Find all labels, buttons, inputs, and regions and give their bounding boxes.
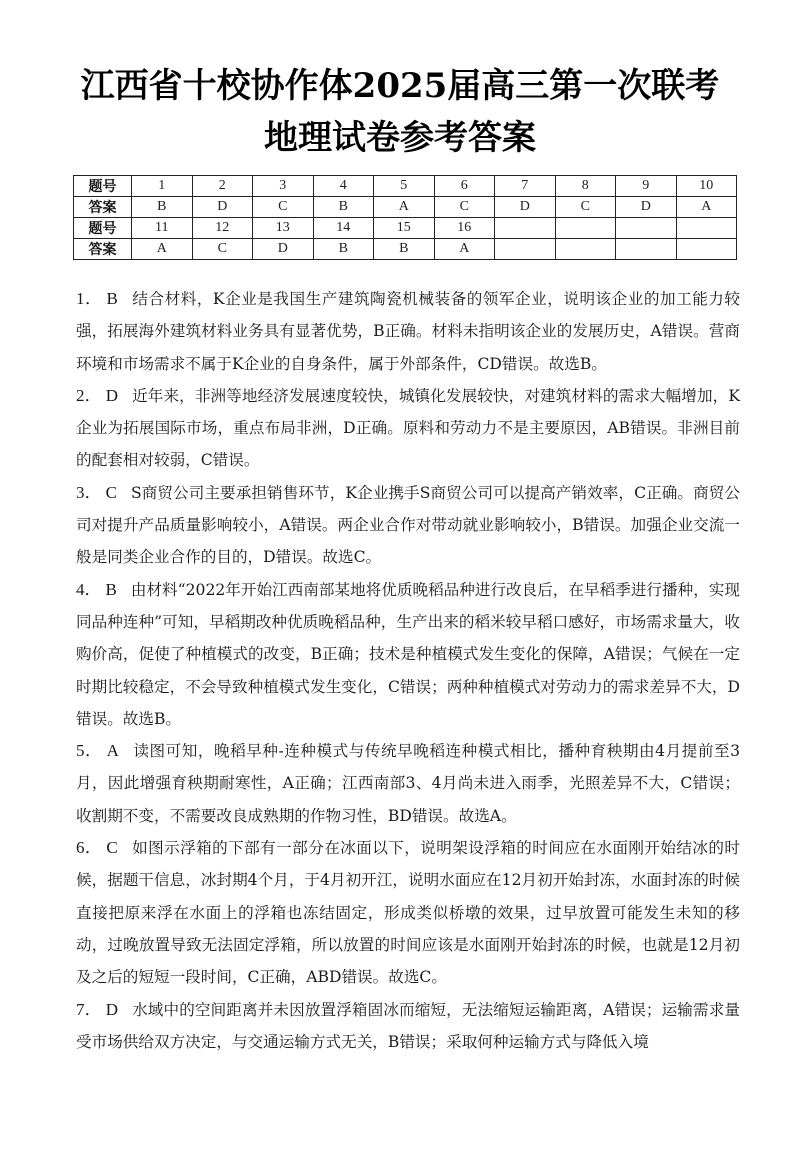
answer-cell: C	[434, 197, 495, 218]
question-number-cell: 2	[192, 176, 253, 197]
explanation-number: 3．	[76, 482, 102, 502]
table-row-answers-2	[74, 239, 737, 260]
explanation-answer: A	[106, 741, 119, 761]
explanation-answer: C	[105, 482, 117, 502]
answer-cell: A	[374, 197, 435, 218]
table-row-answers-1	[74, 197, 737, 218]
row-label-answer: 答案	[74, 239, 132, 260]
explanation-number: 7．	[76, 999, 102, 1019]
explanation-text: 近年来，非洲等地经济发展速度较快，城镇化发展较快，对建筑材料的需求大幅增加，K企业为拓展国际市场，重点布局非洲，D正确。原料和劳动力不是主要原因，AB错误。非洲目前的配套相对较弱，C错误。	[76, 386, 741, 470]
explanation-number: 5．	[76, 741, 103, 761]
empty-cell	[555, 239, 616, 260]
answer-cell: A	[434, 239, 495, 260]
question-number-cell: 14	[313, 218, 374, 239]
explanation-text: 水域中的空间距离并未因放置浮箱固冰而缩短，无法缩短运输距离，A错误；运输需求量受市场供给双方决定，与交通运输方式无关，B错误；采取何种运输方式与降低入境	[76, 1000, 741, 1051]
empty-cell	[495, 239, 556, 260]
empty-cell	[676, 239, 737, 260]
explanation-item	[76, 994, 740, 1059]
question-number-cell: 11	[132, 218, 193, 239]
empty-cell	[676, 218, 737, 239]
row-label-question: 题号	[74, 176, 132, 197]
question-number-cell: 13	[253, 218, 314, 239]
question-number-cell: 12	[192, 218, 253, 239]
answer-cell: D	[616, 197, 677, 218]
row-label-question: 题号	[74, 218, 132, 239]
explanation-answer: D	[105, 999, 118, 1019]
question-number-cell: 16	[434, 218, 495, 239]
answer-cell: D	[495, 197, 556, 218]
answer-cell: C	[192, 239, 253, 260]
explanation-number: 4．	[76, 579, 102, 599]
question-number-cell: 1	[132, 176, 193, 197]
question-number-cell: 5	[374, 176, 435, 197]
explanation-text: 由材料“2022年开始江西南部某地将优质晚稻品种进行改良后，在早稻季进行播种，实现同品种连种”可知，早稻期改种优质晚稻品种，生产出来的稻米较早稻口感好，市场需求量大，收购价高，促使了种植模式的改变，B正确；技术是种植模式发生变化的保障，A错误；气候在一定时期比较稳定，不会导致种植模式发生变化，C错误；两种种植模式对劳动力的需求差异不大，D错误。故选B。	[76, 580, 740, 728]
empty-cell	[616, 218, 677, 239]
document-subtitle: 地理试卷参考答案	[264, 118, 536, 158]
answer-cell: C	[555, 197, 616, 218]
answer-cell: D	[253, 239, 314, 260]
explanation-answer: B	[105, 579, 117, 599]
explanation-answer: C	[106, 838, 118, 858]
question-number-cell: 7	[495, 176, 556, 197]
question-number-cell: 6	[434, 176, 495, 197]
explanation-item	[76, 477, 740, 574]
answer-cell: B	[132, 197, 193, 218]
explanation-text: 如图示浮箱的下部有一部分在冰面以下，说明架设浮箱的时间应在水面刚开始结冰的时候，据题干信息，冰封期4个月，于4月初开江，说明水面应在12月初开始封冻，水面封冻的时候直接把原来浮在水面上的浮箱也冻结固定，形成类似桥墩的效果，过早放置可能发生未知的移动，过晚放置导致无法固定浮箱，所以放置的时间应该是水面刚开始封冻的时候，也就是12月初及之后的短短一段时间，C正确，ABD错误。故选C。	[76, 839, 740, 987]
explanation-item	[76, 380, 740, 477]
answer-cell: A	[676, 197, 737, 218]
explanation-text: S商贸公司主要承担销售环节，K企业携手S商贸公司可以提高产销效率，C正确。商贸公司对提升产品质量影响较小，A错误。两企业合作对带动就业影响较小，B错误。加强企业交流一般是同类企业合作的目的，D错误。故选C。	[76, 483, 740, 567]
answer-cell: B	[313, 239, 374, 260]
answer-cell: C	[253, 197, 314, 218]
explanation-item	[76, 574, 740, 735]
explanation-number: 2．	[76, 385, 102, 405]
empty-cell	[616, 239, 677, 260]
empty-cell	[495, 218, 556, 239]
explanation-text: 结合材料，K企业是我国生产建筑陶瓷机械装备的领军企业，说明该企业的加工能力较强，拓展海外建筑材料业务具有显著优势，B正确。材料未指明该企业的发展历史，A错误。营商环境和市场需求不属于K企业的自身条件，属于外部条件，CD错误。故选B。	[76, 290, 740, 373]
document-title: 江西省十校协作体2025届高三第一次联考	[80, 66, 720, 106]
explanation-number: 6．	[76, 838, 103, 858]
answer-cell: A	[132, 239, 193, 260]
explanation-number: 1．	[76, 289, 103, 308]
explanations-section	[76, 283, 740, 1058]
answer-cell: D	[192, 197, 253, 218]
question-number-cell: 8	[555, 176, 616, 197]
question-number-cell: 9	[616, 176, 677, 197]
answer-cell: B	[313, 197, 374, 218]
explanation-answer: B	[106, 289, 118, 308]
explanation-answer: D	[105, 385, 118, 405]
table-row-questions-1	[74, 176, 737, 197]
explanation-item	[76, 832, 740, 993]
explanation-item	[76, 735, 740, 832]
question-number-cell: 4	[313, 176, 374, 197]
empty-cell	[555, 218, 616, 239]
answer-cell: B	[374, 239, 435, 260]
explanation-item	[76, 283, 740, 380]
explanation-text: 读图可知，晚稻早种-连种模式与传统早晚稻连种模式相比，播种育秧期由4月提前至3月，因此增强育秧期耐寒性，A正确；江西南部3、4月尚未进入雨季，光照差异不大，C错误；收割期不变，不需要改良成熟期的作物习性，BD错误。故选A。	[76, 742, 740, 825]
question-number-cell: 3	[253, 176, 314, 197]
table-row-questions-2	[74, 218, 737, 239]
question-number-cell: 10	[676, 176, 737, 197]
row-label-answer: 答案	[74, 197, 132, 218]
question-number-cell: 15	[374, 218, 435, 239]
answer-key-table	[73, 175, 737, 260]
